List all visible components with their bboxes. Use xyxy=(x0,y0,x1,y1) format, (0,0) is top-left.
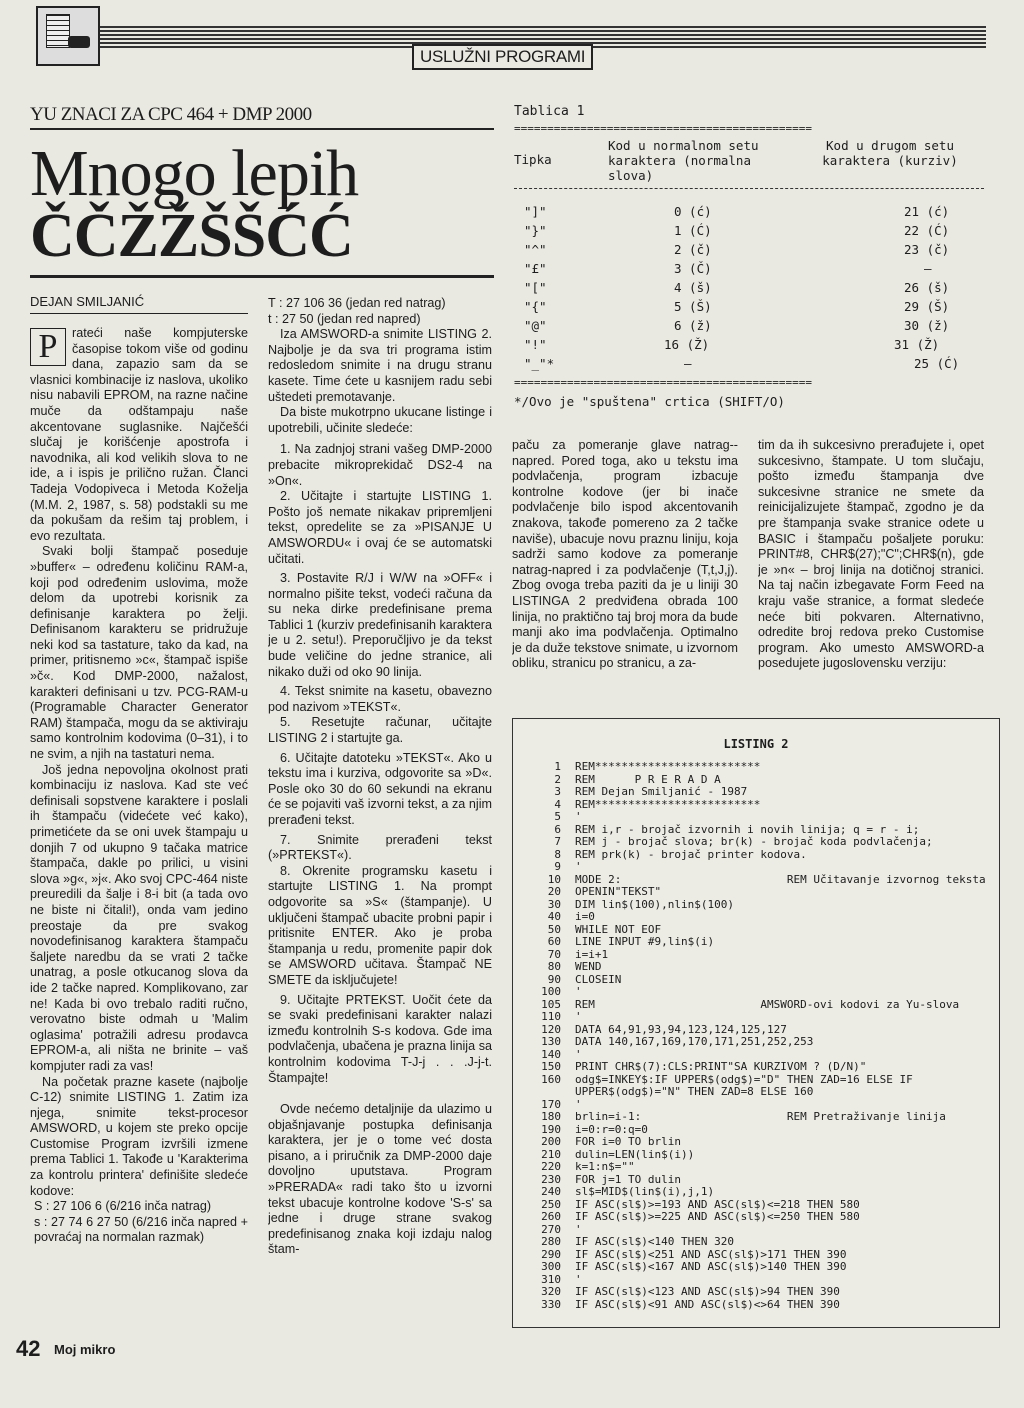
listing-line-code: i=0:r=0:q=0 xyxy=(575,1122,648,1136)
listing-line xyxy=(519,1061,999,1074)
listing-line-code: REM i,r - brojač izvornih i novih linija; q = r - i; xyxy=(575,822,920,836)
listing-line-code: DATA 140,167,169,170,171,251,252,253 xyxy=(575,1035,814,1048)
listing-line xyxy=(519,786,999,799)
article-column-2 xyxy=(268,296,492,1341)
table-body xyxy=(514,204,984,375)
listing-line-number: 120 xyxy=(541,1022,561,1036)
listing-line-code: ' xyxy=(575,1047,582,1061)
listing-line-number: 40 xyxy=(547,910,561,923)
paragraph: Iza AMSWORD-a snimite LISTING 2. Najbolje je da sva tri programa istim redosledom snimite i na drugu stranu kasete. Time ćete u kasnijem radu sebi uštedeti premotavanje. xyxy=(268,327,492,404)
listing-line xyxy=(519,1111,999,1124)
paragraph: Da biste mukotrpno ukucane listinge i upotrebili, učinite sledeće: xyxy=(268,405,492,435)
listing-line xyxy=(519,911,999,924)
listing-line xyxy=(519,1236,999,1249)
listing-line-number: 105 xyxy=(541,997,561,1011)
listing-line-code: FOR i=0 TO brlin xyxy=(575,1135,681,1148)
paragraph: tim da ih sukcesivno prerađujete i, opet sukcesivno, štampate. U tom slučaju, pošto između štampanja dve sukcesivne stranice ne smete da reinicijalizujete štampač, zgodno je da pre štampanja svake stranice odete u BASIC i štampaču pošaljete poruku: PRINT#8, CHR$(27);"C";CHR$(n), gde je »n« – broj linija na dotičnoj stranici. Na taj način izbegavate Form Feed na kraju vaše stranice, a format sledeće neće biti pokvaren. Alternativno, odredite broj redova preko Customise program. Ako umesto AMSWORD-a posedujete jugoslovensku verziju: xyxy=(758,438,984,671)
listing-line-number: 50 xyxy=(547,922,561,936)
listing-line-number: 180 xyxy=(541,1110,561,1123)
paragraph: 8. Okrenite programsku kasetu i startujte LISTING 1. Na prompt odgovorite sa »S« (štampanje). U uključeni štampač ubacite probni papir i pritisnite ENTER. Ako je proba štampanja u redu, promenite papir dok se AMSWORD učitava. Štampač NE SMETE da isključujete! xyxy=(268,863,492,987)
listing-line xyxy=(519,1299,999,1312)
listing-line-code: DATA 64,91,93,94,123,124,125,127 xyxy=(575,1022,787,1036)
listing-line-number: 260 xyxy=(541,1210,561,1223)
listing-line xyxy=(519,1036,999,1049)
listing-line-number: 80 xyxy=(547,960,561,973)
listing-line-code: WEND xyxy=(575,960,602,973)
listing-line-number: 7 xyxy=(554,835,561,848)
paragraph: 4. Tekst snimite na kasetu, obavezno pod nazivom »TEKST«. xyxy=(268,684,492,714)
listing-line-number: 20 xyxy=(547,885,561,898)
listing-line-number: 110 xyxy=(541,1010,561,1023)
paragraph: paču za pomeranje glave natrag-- napred. Pored toga, ako u tekstu ima podvlačenja, program izbacuje kontrolne kodove (jer bi inače podvlačenje bilo ispod akcentovanih znakova, takođe pomereno za 2 tačke naviše), ubacuje novu praznu liniju, koja sadrži samo kodove za pomeranje natrag-napred i za podvlačenje (T,t,J,j). Zbog ovoga treba paziti da je u liniji 30 LISTINGA 2 predviđena obrada 100 linija, no praktično taj broj mora da bude manji ako ima podvlačenja. Optimalno je da duže tekstove snimate, u izvornom obliku, stranicu po stranicu, a za- xyxy=(512,438,738,671)
listing-line-number: 130 xyxy=(541,1035,561,1048)
dropcap: P xyxy=(30,328,66,366)
listing-line xyxy=(519,1086,999,1099)
paragraph: 1. Na zadnjoj strani vašeg DMP-2000 prebacite mikroprekidač DS2-4 na »On«. xyxy=(268,442,492,488)
paragraph: t : 27 50 (jedan red napred) xyxy=(268,311,421,326)
listing-line-code: REM P R E R A D A xyxy=(575,772,721,786)
listing-line-number: 100 xyxy=(541,985,561,998)
listing-line-code: ' xyxy=(575,860,582,873)
paragraph: 2. Učitajte i startujte LISTING 1. Pošto još nemate nikakav pripremljeni tekst, opredelite se za »PISANJE U AMSWORDU« i ovaj će se automatski učitati. xyxy=(268,489,492,566)
listing-line-number: 4 xyxy=(554,797,561,811)
listing-line xyxy=(519,974,999,987)
listing-line xyxy=(519,961,999,974)
listing-line-number: 270 xyxy=(541,1222,561,1236)
listing-line-code: IF ASC(sl$)<140 THEN 320 xyxy=(575,1235,734,1248)
title-top-rule xyxy=(30,128,494,130)
table-footnote: */Ovo je "spuštena" crtica (SHIFT/O) xyxy=(514,394,785,409)
kicker: YU ZNACI ZA CPC 464 + DMP 2000 xyxy=(30,104,312,125)
listing-line-number: 5 xyxy=(554,810,561,823)
magazine-name: Moj mikro xyxy=(54,1342,116,1357)
listing-line xyxy=(519,936,999,949)
listing-line xyxy=(519,1286,999,1299)
listing-line-number: 250 xyxy=(541,1197,561,1211)
listing-line xyxy=(519,761,999,774)
listing-line-number: 330 xyxy=(541,1297,561,1311)
listing-line-code: REM AMSWORD-ovi kodovi za Yu-slova xyxy=(575,997,960,1011)
author: DEJAN SMILJANIĆ xyxy=(30,294,145,309)
table-row: "[" 4 (š) 26 (š) xyxy=(524,280,950,295)
paragraph: 6. Učitajte datoteku »TEKST«. Ako u tekstu ima i kurziva, odgovorite sa »D«. Posle oko 30 do 60 sekundi na ekranu će se pojaviti vaš izvorni tekst, a za njim prerađeni tekst. xyxy=(268,750,492,827)
listing-line-code: ' xyxy=(575,985,582,998)
listing-line-number: 2 xyxy=(554,772,561,786)
listing-line-code: FOR j=1 TO dulin xyxy=(575,1172,681,1186)
listing-line-number: 10 xyxy=(547,872,561,886)
table-row: "_"* – 25 (Ć) xyxy=(524,356,960,371)
table-row: "{" 5 (Š) 29 (Š) xyxy=(524,299,950,314)
listing-line xyxy=(519,849,999,862)
listing-line xyxy=(519,999,999,1012)
paragraph: 9. Učitajte PRTEKST. Uočit ćete da se svaki predefinisani karakter nalazi između kontrolnih S-s kodova. Gde ima podvlačenja, ubačena je prazna linija sa kontrolnim kodovima T-J-j . . .J-j-t. Štampajte! xyxy=(268,992,492,1085)
article-column-3 xyxy=(512,438,738,700)
listing-line-code: PRINT CHR$(7):CLS:PRINT"SA KURZIVOM ? (D/N)" xyxy=(575,1060,867,1073)
listing-line-code: WHILE NOT EOF xyxy=(575,922,662,936)
table-row: "@" 6 (ž) 30 (ž) xyxy=(524,318,950,333)
listing-line-number: 8 xyxy=(554,847,561,861)
listing-line-number: 30 xyxy=(547,897,561,911)
listing-line-number: 320 xyxy=(541,1285,561,1298)
title-bottom-rule xyxy=(30,275,494,278)
listing-line-number: 6 xyxy=(554,822,561,836)
listing-line-number: 160 xyxy=(541,1072,561,1086)
listing-code xyxy=(513,761,999,1311)
page-title: Mnogo lepih xyxy=(30,137,359,210)
listing-line-code: CLOSEIN xyxy=(575,972,622,986)
listing-line-code: IF ASC(sl$)<91 AND ASC(sl$)<>64 THEN 390 xyxy=(575,1297,840,1311)
table-row: "^" 2 (č) 23 (č) xyxy=(524,242,950,257)
listing-line xyxy=(519,811,999,824)
listing-line-code: ' xyxy=(575,1272,582,1286)
listing-line-number: 70 xyxy=(547,947,561,961)
section-label: USLUŽNI PROGRAMI xyxy=(412,44,593,70)
listing-line-number: 9 xyxy=(554,860,561,873)
listing-line-number: 240 xyxy=(541,1185,561,1198)
listing-line-code: ' xyxy=(575,1097,582,1111)
listing-line-number xyxy=(519,1086,575,1099)
listing-line-code: REM************************* xyxy=(575,760,761,773)
listing-line xyxy=(519,1211,999,1224)
table-header-rule xyxy=(514,188,984,189)
listing-line-code: MODE 2: REM Učitavanje izvornog teksta xyxy=(575,872,986,886)
page-title-glyphs: ČČŽŽŠŠĆĆ xyxy=(30,202,353,270)
listing-line xyxy=(519,1011,999,1024)
page-number: 42 xyxy=(16,1336,41,1361)
paragraph: T : 27 106 36 (jedan red natrag) xyxy=(268,296,446,310)
listing-line-code: ' xyxy=(575,1010,582,1023)
listing-line-code: ' xyxy=(575,810,582,823)
listing-line-number: 220 xyxy=(541,1160,561,1173)
listing-line-number: 150 xyxy=(541,1060,561,1073)
listing-line xyxy=(519,886,999,899)
listing-line-code: REM Dejan Smiljanić - 1987 xyxy=(575,785,748,798)
listing-line-number: 200 xyxy=(541,1135,561,1148)
listing-line-code: IF ASC(sl$)<167 AND ASC(sl$)>140 THEN 390 xyxy=(575,1260,847,1273)
listing-line-number: 190 xyxy=(541,1122,561,1136)
listing-line-number: 310 xyxy=(541,1272,561,1286)
listing-line-code: DIM lin$(100),nlin$(100) xyxy=(575,897,734,911)
listing-line-number: 210 xyxy=(541,1147,561,1161)
listing-line-number: 1 xyxy=(554,760,561,773)
listing-box xyxy=(512,718,1000,1328)
listing-line-number: 60 xyxy=(547,935,561,948)
listing-line-number: 90 xyxy=(547,972,561,986)
table-caption: Tablica 1 xyxy=(514,104,585,119)
listing-line-code: LINE INPUT #9,lin$(i) xyxy=(575,935,715,948)
listing-line xyxy=(519,1261,999,1274)
listing-line-code: odg$=INKEY$:IF UPPER$(odg$)="D" THEN ZAD=16 ELSE IF xyxy=(575,1072,913,1086)
table-row: "]" 0 (ć) 21 (ć) xyxy=(524,204,950,219)
listing-line-code: REM prk(k) - brojač printer kodova. xyxy=(575,847,807,861)
listing-line-code: UPPER$(odg$)="N" THEN ZAD=8 ELSE 160 xyxy=(575,1085,814,1098)
listing-line xyxy=(519,836,999,849)
paragraph: S : 27 106 6 (6/216 inča natrag) xyxy=(34,1199,212,1214)
paragraph: Na početak prazne kasete (najbolje C-12) snimite LISTING 1. Zatim iza njega, snimite tekst-procesor AMSWORD, u kojem ste preko opcije Customise Program izvršili izmene prema Tablici 1. Takođe u 'Karakterima za kontrolu printera' definišite sledeće kodove: xyxy=(30,1074,248,1198)
banner-icon xyxy=(36,6,100,66)
table-separator-top: ============================================= xyxy=(514,122,813,135)
listing-line-code: dulin=LEN(lin$(i)) xyxy=(575,1147,695,1161)
paragraph: 5. Resetujte računar, učitajte LISTING 2 i startujte ga. xyxy=(268,715,492,746)
listing-line xyxy=(519,1136,999,1149)
listing-line-code: i=i+1 xyxy=(575,947,609,961)
table-header-normal: Kod u normalnom setu karaktera (normalna slova) xyxy=(608,138,759,183)
listing-line-code: ' xyxy=(575,1222,582,1236)
listing-line-code: sl$=MID$(lin$(i),j,1) xyxy=(575,1185,715,1198)
listing-line-code: i=0 xyxy=(575,910,595,923)
listing-line-code: IF ASC(sl$)>=193 AND ASC(sl$)<=218 THEN 580 xyxy=(575,1197,860,1211)
paragraph: Ovde nećemo detaljnije da ulazimo u objašnjavanje postupka definisanja karaktera, jer je o tome već dosta pisano, a i priručnik za DMP-2000 daje dovoljno uputstava. Program »PRERADA« radi tako što u izvorni tekst ubacuje kontrolne kodove 'S-s' sa jedne i druge strane svakog predefinisanog znaka koji izdaju nalog štam- xyxy=(268,1102,492,1257)
listing-line-code: k=1:n$="" xyxy=(575,1160,635,1173)
listing-line xyxy=(519,1161,999,1174)
listing-line-code: brlin=i-1: REM Pretraživanje linija xyxy=(575,1110,946,1123)
listing-line xyxy=(519,861,999,874)
article-column-1 xyxy=(30,326,248,1336)
listing-line-number: 300 xyxy=(541,1260,561,1273)
listing-line xyxy=(519,986,999,999)
author-rule xyxy=(30,313,248,314)
paragraph: Još jedna nepovoljna okolnost prati kombinaciju iz naslova. Kad ste već definisali sopstvene karaktere i poslali ih štampaču (videćete već kako), primetićete da se oni uvek štampaju u donjih 7 od ukupno 9 tačaka matrice štampača, dakle po prilici, u visini slova »g«, »j«. Ako svoj CPC-464 niste preuredili da šalje i 8-i bit (a tada ovo ne biste ni čitali!), onda vam jedino preostaje da pre svakog novodefinisanog karaktera štampaču šaljete naredbu da se vrati 2 tačke unatrag, a posle otkucanog slova da ide 2 tačke napred. Komplikovano, zar ne! Kada bi ovo trebalo raditi ručno, verovatno biste odmah u 'Malim oglasima' potražili adresu prodavca EPROM-a, ali ništa ne brinite – vaš kompjuter radi za vas! xyxy=(30,762,248,1073)
table-row: "!" 16 (Ž) 31 (Ž) xyxy=(524,337,940,352)
listing-line-code: IF ASC(sl$)<123 AND ASC(sl$)>94 THEN 390 xyxy=(575,1285,840,1298)
listing-line-number: 280 xyxy=(541,1235,561,1248)
table-row: "}" 1 (Ć) 22 (Ć) xyxy=(524,223,950,238)
listing-line-number: 140 xyxy=(541,1047,561,1061)
listing-title: LISTING 2 xyxy=(723,737,789,751)
paragraph: 7. Snimite prerađeni tekst (»PRTEKST«). xyxy=(268,832,492,863)
listing-line-number: 230 xyxy=(541,1172,561,1186)
paragraph: 3. Postavite R/J i W/W na »OFF« i normalno pišite tekst, vodeći računa da su neka dirke predefinisane prema Tablici 1 (kurziv predefinisanih karaktera je u 2. setu!). Preporučljivo je da tekst bude veličine do jedne stranice, ali nikako duži od oko 90 linija. xyxy=(268,571,492,679)
listing-line-number: 290 xyxy=(541,1247,561,1261)
listing-line-code: REM************************* xyxy=(575,797,761,811)
paragraph: s : 27 74 6 27 50 (6/216 inča napred + povraćaj na normalan razmak) xyxy=(34,1214,248,1245)
paragraph: Svaki bolji štampač poseduje »buffer« – određenu količinu RAM-a, koji pod određenim uslovima, može delom da upotrebi korisnik za definisanje karaktera po želji. Definisanom karakteru se pridružuje neki kod sa tastature, tako da kad, na primer, pritisnemo »c«, štampač ispiše »č«. Kod DMP-2000, nažalost, karakteri definisani u tzv. PCG-RAM-u (Programable Character Generator RAM) štampača, mogu da se aktiviraju samo kontrolnim kodovima (0–31), i to ne svim, a njih na tastaturi nema. xyxy=(30,544,248,762)
paragraph: rateći naše kompjuterske časopise tokom više od godinu dana, zapazio sam da se vlasnici kombinacije iz naslova, ukoliko nisu nabavili EPROM, na razne načine muče da odštampaju naše akcentovane suglasnike. Najčešći slučaj je korišćenje apostrofa i navodnika, ali kod velikih slova to ne ide, a i ispis je prilično ružan. Članci Tadeja Vodopiveca i Metoda Koželja (M.M. 2, 1987, s. 58) podstakli su me da pokušam da rešim taj problem, i evo rezultata. xyxy=(30,326,248,543)
table-header-italic: Kod u drugom setu karaktera (kurziv) xyxy=(822,138,958,168)
listing-line xyxy=(519,799,999,812)
table-row: "£" 3 (Č) – xyxy=(524,261,932,276)
listing-line-code: IF ASC(sl$)<251 AND ASC(sl$)>171 THEN 390 xyxy=(575,1247,847,1261)
listing-line-number: 170 xyxy=(541,1097,561,1111)
listing-line-number: 3 xyxy=(554,785,561,798)
listing-line-code: OPENIN"TEKST" xyxy=(575,885,662,898)
listing-line-code: REM j - brojač slova; br(k) - brojač koda podvlačenja; xyxy=(575,835,933,848)
table-header-key: Tipka xyxy=(514,152,552,167)
listing-line xyxy=(519,1186,999,1199)
article-column-4 xyxy=(758,438,984,700)
table-separator-bottom: ============================================= xyxy=(514,376,813,389)
listing-line-code: IF ASC(sl$)>=225 AND ASC(sl$)<=250 THEN 580 xyxy=(575,1210,860,1223)
